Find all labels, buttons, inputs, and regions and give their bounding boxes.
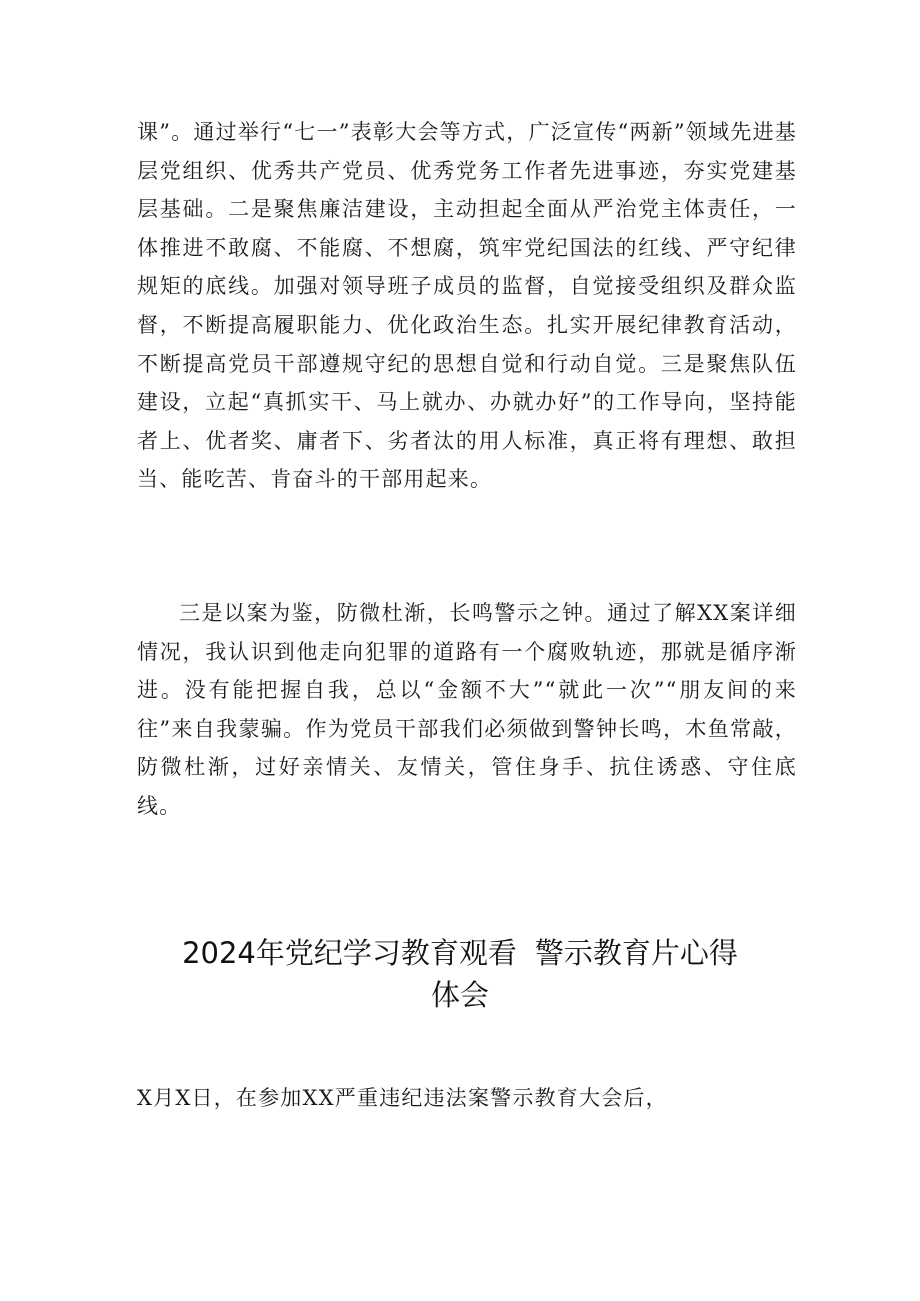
title-part-2: 警示教育片心得 <box>534 936 738 970</box>
title-line-1 <box>110 932 810 974</box>
title-part-1: 2024年党纪学习教育观看 <box>182 936 517 970</box>
document-title <box>110 932 810 1016</box>
title-line-2: 体会 <box>430 978 489 1012</box>
body-paragraph-2: 三是以案为鉴，防微杜渐，长鸣警示之钟。通过了解XX案详细情况，我认识到他走向犯罪的道路有一个腐败轨迹，那就是循序渐进。没有能把握自我，总以“金额不大”“就此一次”“朋友间的来往”来自我蒙骗。作为党员干部我们必须做到警钟长鸣，木鱼常敲，防微杜渐，过好亲情关、友情关，管住身手、抗住诱惑、守住底线。 <box>137 601 797 818</box>
body-paragraph-1: 课”。通过举行“七一”表彰大会等方式，广泛宣传“两新”领域先进基层党组织、优秀共产党员、优秀党务工作者先进事迹，夯实党建基层基础。二是聚焦廉洁建设，主动担起全面从严治党主体责任，一体推进不敢腐、不能腐、不想腐，筑牢党纪国法的红线、严守纪律规矩的底线。加强对领导班子成员的监督，自觉接受组织及群众监督，不断提高履职能力、优化政治生态。扎实开展纪律教育活动，不断提高党员干部遵规守纪的思想自觉和行动自觉。三是聚焦队伍建设，立起“真抓实干、马上就办、办就办好”的工作导向，坚持能者上、优者奖、庸者下、劣者汰的用人标准，真正将有理想、敢担当、能吃苦、肯奋斗的干部用起来。 <box>137 120 797 492</box>
intro-paragraph: X月X日，在参加XX严重违纪违法案警示教育大会后， <box>137 1086 668 1110</box>
